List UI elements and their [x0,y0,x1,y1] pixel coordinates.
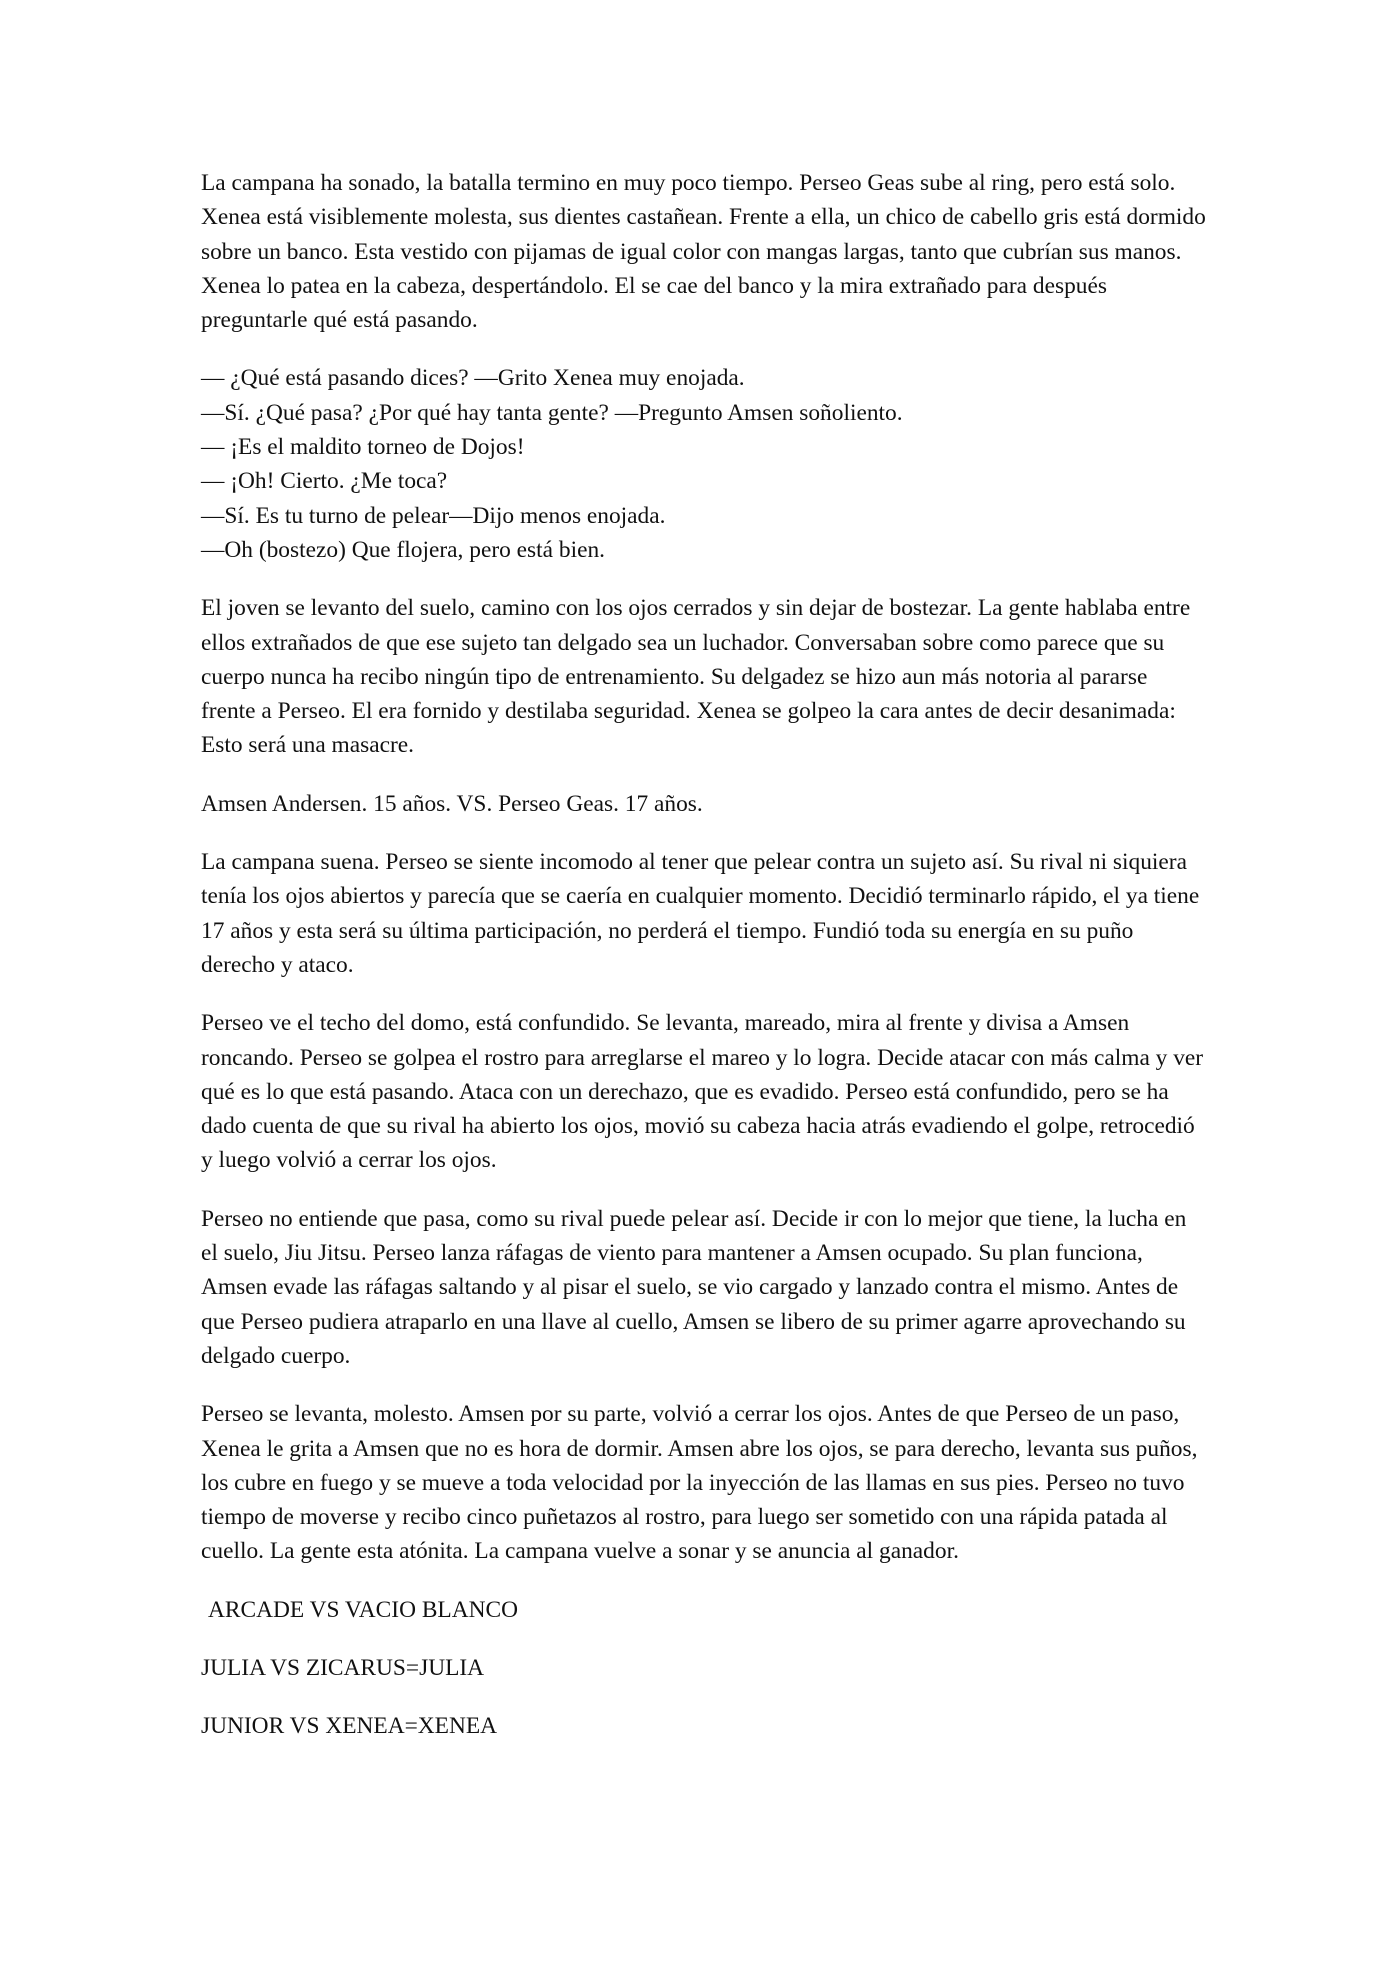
match-result: JULIA VS ZICARUS=JULIA [201,1654,485,1681]
dialogue-line: —Oh (bostezo) Que flojera, pero está bien. [201,536,605,563]
dialogue-line: — ¿Qué está pasando dices? —Grito Xenea muy enojada. [201,365,745,392]
match-result: JUNIOR VS XENEA=XENEA [201,1713,498,1740]
match-result: ARCADE VS VACIO BLANCO [208,1596,518,1623]
paragraph-story: Perseo no entiende que pasa, como su rival puede pelear así. Decide ir con lo mejor que tiene, la lucha en el suelo, Jiu Jitsu. Perseo lanza ráfagas de viento para mantener a Amsen ocupado. Su plan funciona, Amsen evade las ráfagas saltando y al pisar el suelo, se vio cargado y lanzado contra el mismo. Antes de que Perseo pudiera atraparlo en una llave al cuello, Amsen se libero de su primer agarre aprovechando su delgado cuerpo. [201,1205,1187,1369]
paragraph-opening: La campana ha sonado, la batalla termino en muy poco tiempo. Perseo Geas sube al ring, pero está solo. Xenea está visiblemente molesta, sus dientes castañean. Frente a ella, un chico de cabello gris está dormido sobre un banco. Esta vestido con pijamas de igual color con mangas largas, tanto que cubrían sus manos. Xenea lo patea en la cabeza, despertándolo. El se cae del banco y la mira extrañado para después preguntarle qué está pasando. [201,170,1206,334]
dialogue-block [201,361,1206,567]
paragraph-story: La campana suena. Perseo se siente incomodo al tener que pelear contra un sujeto así. Su rival ni siquiera tenía los ojos abiertos y parecía que se caería en cualquier momento. Decidió terminarlo rápido, el ya tiene 17 años y esta será su última participación, no perderá el tiempo. Fundió toda su energía en su puño derecho y ataco. [201,849,1200,978]
dialogue-line: — ¡Es el maldito torneo de Dojos! [201,434,525,461]
paragraph-matchup: Amsen Andersen. 15 años. VS. Perseo Geas. 17 años. [201,790,703,817]
paragraph-story: El joven se levanto del suelo, camino con los ojos cerrados y sin dejar de bostezar. La gente hablaba entre ellos extrañados de que ese sujeto tan delgado sea un luchador. Conversaban sobre como parece que su cuerpo nunca ha recibo ningún tipo de entrenamiento. Su delgadez se hizo aun más notoria al pararse frente a Perseo. El era fornido y destilaba seguridad. Xenea se golpeo la cara antes de decir desanimada: Esto será una masacre. [201,595,1191,759]
dialogue-line: —Sí. Es tu turno de pelear—Dijo menos enojada. [201,502,666,529]
document-body [201,166,1206,1768]
dialogue-line: — ¡Oh! Cierto. ¿Me toca? [201,468,448,495]
paragraph-story: Perseo ve el techo del domo, está confundido. Se levanta, mareado, mira al frente y divisa a Amsen roncando. Perseo se golpea el rostro para arreglarse el mareo y lo logra. Decide atacar con más calma y ver qué es lo que está pasando. Ataca con un derechazo, que es evadido. Perseo está confundido, pero se ha dado cuenta de que su rival ha abierto los ojos, movió su cabeza hacia atrás evadiendo el golpe, retrocedió y luego volvió a cerrar los ojos. [201,1010,1204,1174]
dialogue-line: —Sí. ¿Qué pasa? ¿Por qué hay tanta gente? —Pregunto Amsen soñoliento. [201,399,903,426]
paragraph-story: Perseo se levanta, molesto. Amsen por su parte, volvió a cerrar los ojos. Antes de que Perseo de un paso, Xenea le grita a Amsen que no es hora de dormir. Amsen abre los ojos, se para derecho, levanta sus puños, los cubre en fuego y se mueve a toda velocidad por la inyección de las llamas en sus pies. Perseo no tuvo tiempo de moverse y recibo cinco puñetazos al rostro, para luego ser sometido con una rápida patada al cuello. La gente esta atónita. La campana vuelve a sonar y se anuncia al ganador. [201,1401,1198,1565]
